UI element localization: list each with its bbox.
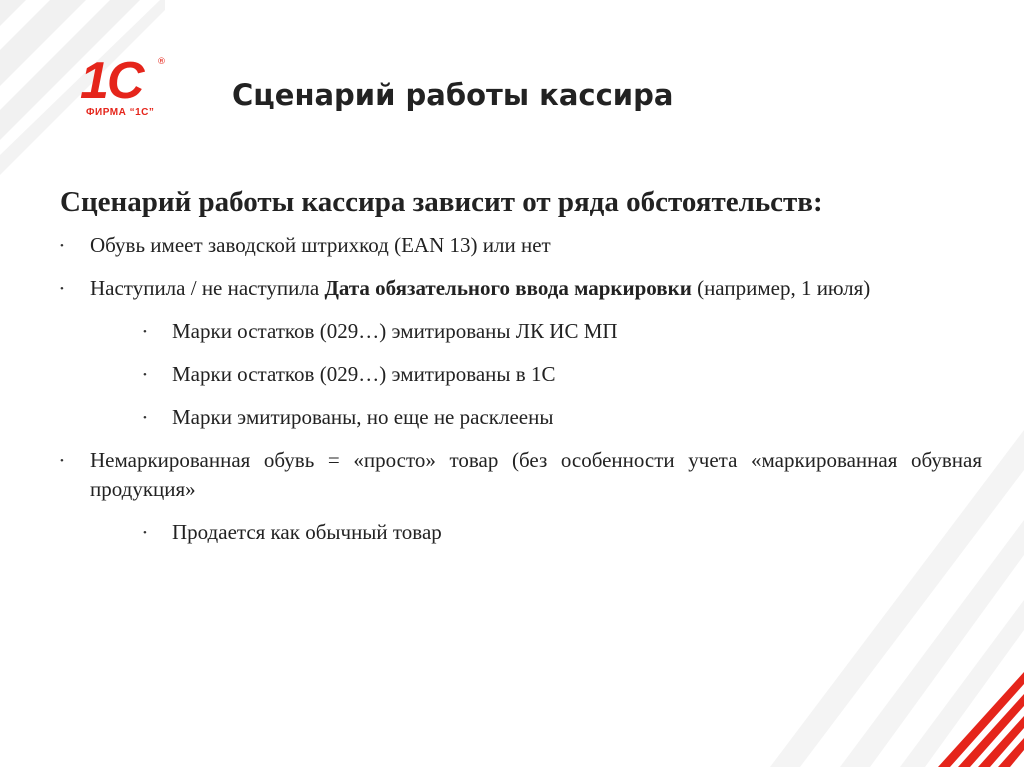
logo-mark: 1С <box>80 52 143 110</box>
sub-bullet-text: Продается как обычный товар <box>172 520 442 544</box>
bullet-list <box>60 231 982 547</box>
slide-title: Сценарий работы кассира <box>232 78 674 112</box>
sub-list-item <box>90 360 982 389</box>
list-item <box>60 274 982 432</box>
sub-list-item <box>90 403 982 432</box>
list-item <box>60 446 982 547</box>
registered-mark: ® <box>157 57 166 67</box>
content-heading: Сценарий работы кассира зависит от ряда обстоятельств: <box>60 186 823 218</box>
bullet-text-after: (например, 1 июля) <box>691 276 871 300</box>
sub-bullet-text: Марки остатков (029…) эмитированы ЛК ИС МП <box>172 319 618 343</box>
sub-list-item <box>90 518 982 547</box>
sub-list <box>90 518 982 547</box>
slide-content <box>60 186 982 561</box>
sub-list-item <box>90 317 982 346</box>
bullet-text: Обувь имеет заводской штрихкод (EAN 13) или нет <box>90 233 551 257</box>
bullet-text-before: Наступила / не наступила <box>90 276 325 300</box>
bullet-text: Немаркированная обувь = «просто» товар (без особенности учета «маркированная обувная продукция» <box>90 448 982 501</box>
bullet-text-bold: Дата обязательного ввода маркировки <box>324 276 692 300</box>
sub-list <box>90 317 982 432</box>
sub-bullet-text: Марки эмитированы, но еще не расклеены <box>172 405 554 429</box>
sub-bullet-text: Марки остатков (029…) эмитированы в 1С <box>172 362 556 386</box>
list-item <box>60 231 982 260</box>
logo-caption: ФИРМА “1С” <box>86 107 155 118</box>
company-logo <box>72 52 182 127</box>
